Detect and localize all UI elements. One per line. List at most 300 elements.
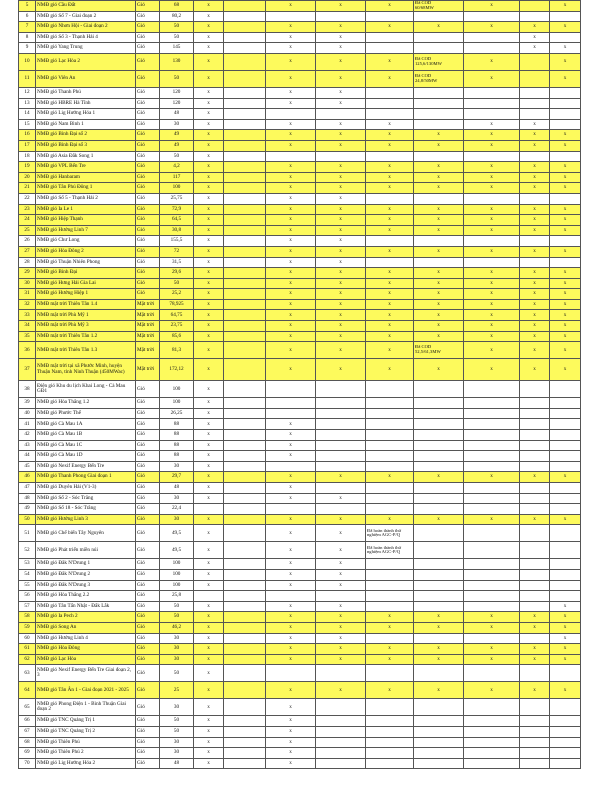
status-mark-cell: x (464, 310, 520, 321)
row-number-cell: 7 (19, 22, 36, 33)
status-mark-cell: x (194, 342, 224, 359)
status-mark-cell (550, 737, 581, 748)
status-mark-cell: x (266, 612, 316, 623)
status-mark-cell (414, 236, 464, 247)
status-mark-cell: x (414, 644, 464, 655)
status-mark-cell (550, 569, 581, 580)
plant-type-cell: Gió (136, 569, 160, 580)
table-row (19, 737, 581, 748)
status-mark-cell (520, 109, 550, 120)
status-mark-cell: x (366, 172, 414, 183)
capacity-cell: 88 (160, 451, 194, 462)
status-mark-cell: x (366, 140, 414, 151)
plant-type-cell: Gió (136, 451, 160, 462)
plant-type-cell: Gió (136, 289, 160, 300)
status-mark-cell: x (266, 172, 316, 183)
status-mark-cell (520, 461, 550, 472)
status-mark-cell (366, 11, 414, 22)
status-mark-cell (224, 726, 266, 737)
status-mark-cell (464, 193, 520, 204)
row-number-cell: 15 (19, 119, 36, 130)
status-mark-cell (414, 381, 464, 398)
row-number-cell: 30 (19, 278, 36, 289)
status-mark-cell (316, 591, 366, 602)
row-number-cell: 44 (19, 451, 36, 462)
row-number-cell: 18 (19, 151, 36, 162)
capacity-cell: 50 (160, 278, 194, 289)
status-mark-cell: x (266, 321, 316, 332)
status-mark-cell (224, 1, 266, 12)
capacity-cell: 31,5 (160, 257, 194, 268)
status-mark-cell (520, 748, 550, 759)
status-mark-cell (266, 109, 316, 120)
status-mark-cell: x (550, 633, 581, 644)
status-mark-cell: x (520, 321, 550, 332)
status-mark-cell (550, 580, 581, 591)
status-mark-cell: x (266, 493, 316, 504)
table-row (19, 359, 581, 381)
capacity-cell: 117 (160, 172, 194, 183)
status-mark-cell (316, 461, 366, 472)
capacity-cell: 50 (160, 716, 194, 727)
plant-type-cell: Mặt trời (136, 342, 160, 359)
status-mark-cell: x (194, 758, 224, 769)
capacity-cell: 50 (160, 726, 194, 737)
plant-name-cell: NMĐ gió Hòa Thắng 1.2 (36, 398, 136, 409)
status-mark-cell: x (266, 654, 316, 665)
status-mark-cell: x (194, 716, 224, 727)
capacity-cell: 25 (160, 682, 194, 699)
status-mark-cell (520, 580, 550, 591)
status-mark-cell: x (316, 331, 366, 342)
status-mark-cell (224, 342, 266, 359)
table-row (19, 43, 581, 54)
status-mark-cell (464, 504, 520, 515)
table-row (19, 11, 581, 22)
capacity-cell: 49,5 (160, 542, 194, 559)
status-mark-cell: x (194, 109, 224, 120)
plant-name-cell: NMĐ gió TNC Quảng Trị 1 (36, 716, 136, 727)
status-mark-cell: x (414, 204, 464, 215)
plant-name-cell: NMĐ gió Lig Hướng Hóa 1 (36, 109, 136, 120)
status-mark-cell (224, 299, 266, 310)
capacity-cell: 23,75 (160, 321, 194, 332)
plant-type-cell: Gió (136, 716, 160, 727)
plant-name-cell: NMĐ mặt trời Phù Mỹ 1 (36, 310, 136, 321)
plant-type-cell: Gió (136, 398, 160, 409)
capacity-cell: 100 (160, 559, 194, 570)
table-row (19, 109, 581, 120)
plant-name-cell: NMĐ gió Hòa Đông 2 (36, 246, 136, 257)
status-mark-cell: x (520, 342, 550, 359)
status-mark-cell: x (316, 172, 366, 183)
capacity-cell: 88 (160, 440, 194, 451)
status-mark-cell: x (194, 88, 224, 99)
capacity-cell: 25,8 (160, 591, 194, 602)
status-mark-cell: x (366, 278, 414, 289)
plant-name-cell: NMĐ gió Hưng Hải Gia Lai (36, 278, 136, 289)
status-mark-cell (366, 737, 414, 748)
status-mark-cell: x (266, 359, 316, 381)
status-note-cell: Đã COD 24,8/50MW (414, 71, 464, 88)
status-mark-cell (550, 748, 581, 759)
status-mark-cell: x (266, 236, 316, 247)
status-mark-cell: x (266, 440, 316, 451)
status-mark-cell (550, 109, 581, 120)
status-mark-cell (316, 699, 366, 716)
capacity-cell: 48 (160, 109, 194, 120)
plant-name-cell: NMĐ mặt trời Phù Mỹ 3 (36, 321, 136, 332)
plant-type-cell: Gió (136, 130, 160, 141)
status-mark-cell (414, 504, 464, 515)
status-mark-cell: x (550, 268, 581, 279)
status-mark-cell (224, 461, 266, 472)
status-mark-cell (520, 193, 550, 204)
status-mark-cell (224, 289, 266, 300)
status-mark-cell: x (194, 398, 224, 409)
status-mark-cell: x (194, 98, 224, 109)
status-mark-cell (520, 451, 550, 462)
status-mark-cell: x (194, 483, 224, 494)
row-number-cell: 69 (19, 748, 36, 759)
status-mark-cell (366, 98, 414, 109)
status-mark-cell (550, 461, 581, 472)
status-mark-cell: x (266, 257, 316, 268)
status-mark-cell (414, 716, 464, 727)
status-mark-cell (550, 398, 581, 409)
status-mark-cell (464, 633, 520, 644)
plant-type-cell: Gió (136, 472, 160, 483)
table-row (19, 140, 581, 151)
capacity-cell: 100 (160, 183, 194, 194)
status-mark-cell (414, 257, 464, 268)
status-mark-cell (224, 204, 266, 215)
row-number-cell: 62 (19, 654, 36, 665)
row-number-cell: 68 (19, 737, 36, 748)
status-mark-cell (464, 559, 520, 570)
status-mark-cell: x (366, 359, 414, 381)
status-mark-cell (366, 665, 414, 682)
status-mark-cell: x (366, 215, 414, 226)
status-mark-cell: x (366, 654, 414, 665)
status-mark-cell: x (266, 130, 316, 141)
status-mark-cell: x (414, 682, 464, 699)
status-mark-cell: x (464, 172, 520, 183)
row-number-cell: 39 (19, 398, 36, 409)
table-row (19, 559, 581, 570)
status-mark-cell: x (316, 193, 366, 204)
row-number-cell: 22 (19, 193, 36, 204)
status-mark-cell (464, 569, 520, 580)
status-mark-cell: x (266, 699, 316, 716)
capacity-cell: 46,2 (160, 622, 194, 633)
status-mark-cell (414, 580, 464, 591)
status-mark-cell (520, 151, 550, 162)
row-number-cell: 55 (19, 580, 36, 591)
capacity-cell: 49 (160, 130, 194, 141)
plant-type-cell: Gió (136, 98, 160, 109)
status-mark-cell: x (316, 268, 366, 279)
plant-name-cell: NMĐ gió Lig Hướng Hóa 2 (36, 758, 136, 769)
status-mark-cell: x (414, 183, 464, 194)
status-mark-cell (550, 430, 581, 441)
status-mark-cell: x (194, 193, 224, 204)
status-mark-cell: x (550, 54, 581, 71)
status-mark-cell (550, 193, 581, 204)
status-mark-cell (550, 504, 581, 515)
row-number-cell: 5 (19, 1, 36, 12)
status-mark-cell (550, 11, 581, 22)
status-mark-cell: x (520, 204, 550, 215)
table-body (19, 1, 581, 769)
status-mark-cell: x (266, 430, 316, 441)
status-mark-cell (520, 1, 550, 12)
status-mark-cell (520, 257, 550, 268)
row-number-cell: 54 (19, 569, 36, 580)
row-number-cell: 14 (19, 109, 36, 120)
plant-name-cell: NMĐ gió Tân Phú Đông 1 (36, 183, 136, 194)
plant-name-cell: NMĐ gió Số 5 - Thạnh Hải 2 (36, 193, 136, 204)
status-mark-cell: x (464, 289, 520, 300)
plant-type-cell: Gió (136, 1, 160, 12)
status-mark-cell (224, 215, 266, 226)
capacity-cell: 130 (160, 54, 194, 71)
status-mark-cell: x (550, 299, 581, 310)
status-mark-cell (224, 601, 266, 612)
plant-type-cell: Gió (136, 236, 160, 247)
status-mark-cell: x (550, 612, 581, 623)
plant-type-cell: Gió (136, 88, 160, 99)
plant-type-cell: Gió (136, 591, 160, 602)
capacity-cell: 72,9 (160, 204, 194, 215)
status-mark-cell (464, 591, 520, 602)
table-row (19, 98, 581, 109)
status-mark-cell (520, 483, 550, 494)
plant-name-cell: NMĐ gió Hòa Thắng 2.2 (36, 591, 136, 602)
table-row (19, 71, 581, 88)
status-mark-cell (224, 246, 266, 257)
status-mark-cell (414, 430, 464, 441)
status-mark-cell (464, 257, 520, 268)
status-mark-cell: x (414, 622, 464, 633)
status-mark-cell: x (266, 1, 316, 12)
status-mark-cell (414, 88, 464, 99)
status-mark-cell: x (194, 472, 224, 483)
status-mark-cell: x (464, 321, 520, 332)
status-mark-cell: x (366, 130, 414, 141)
status-mark-cell: x (520, 183, 550, 194)
status-mark-cell: x (266, 331, 316, 342)
status-mark-cell (550, 493, 581, 504)
plant-type-cell: Gió (136, 644, 160, 655)
plant-name-cell: NMĐ gió Nexif Energy Bến Tre (36, 461, 136, 472)
status-mark-cell (224, 622, 266, 633)
status-mark-cell: x (266, 98, 316, 109)
status-mark-cell: x (520, 331, 550, 342)
status-mark-cell (520, 88, 550, 99)
table-row (19, 654, 581, 665)
capacity-cell: 30 (160, 633, 194, 644)
status-mark-cell (520, 525, 550, 542)
status-mark-cell (366, 419, 414, 430)
status-mark-cell: x (366, 472, 414, 483)
status-mark-cell (366, 559, 414, 570)
status-mark-cell: x (266, 342, 316, 359)
status-mark-cell: x (266, 162, 316, 173)
plant-name-cell: NMĐ gió Đăk N'Drung 3 (36, 580, 136, 591)
capacity-cell: 120 (160, 88, 194, 99)
status-mark-cell (520, 665, 550, 682)
status-mark-cell: x (366, 119, 414, 130)
capacity-cell: 78,925 (160, 299, 194, 310)
status-mark-cell (464, 109, 520, 120)
plant-name-cell: NMĐ gió Lạc Hòa 2 (36, 54, 136, 71)
status-mark-cell: x (520, 225, 550, 236)
plant-type-cell: Gió (136, 225, 160, 236)
plant-type-cell: Gió (136, 748, 160, 759)
status-mark-cell (464, 726, 520, 737)
row-number-cell: 58 (19, 612, 36, 623)
status-mark-cell: x (366, 612, 414, 623)
capacity-cell: 50 (160, 601, 194, 612)
status-mark-cell (414, 109, 464, 120)
row-number-cell: 41 (19, 419, 36, 430)
row-number-cell: 48 (19, 493, 36, 504)
status-mark-cell (550, 483, 581, 494)
plant-name-cell: NMĐ gió Thanh Phong Giai đoạn 1 (36, 472, 136, 483)
table-row (19, 580, 581, 591)
row-number-cell: 10 (19, 54, 36, 71)
status-mark-cell (366, 257, 414, 268)
status-mark-cell: x (316, 580, 366, 591)
status-mark-cell (550, 716, 581, 727)
capacity-cell: 48 (160, 483, 194, 494)
plant-type-cell: Gió (136, 601, 160, 612)
status-mark-cell (520, 633, 550, 644)
status-mark-cell: x (414, 278, 464, 289)
status-mark-cell: x (520, 43, 550, 54)
row-number-cell: 52 (19, 542, 36, 559)
status-mark-cell: x (194, 289, 224, 300)
plant-type-cell: Mặt trời (136, 359, 160, 381)
status-mark-cell: x (194, 22, 224, 33)
plant-name-cell: NMĐ gió Đăk N'Drung 2 (36, 569, 136, 580)
status-mark-cell (366, 504, 414, 515)
status-mark-cell: x (550, 644, 581, 655)
status-mark-cell (520, 398, 550, 409)
status-mark-cell: x (316, 289, 366, 300)
capacity-cell: 25,2 (160, 289, 194, 300)
status-mark-cell: x (316, 644, 366, 655)
status-mark-cell: x (464, 119, 520, 130)
plant-type-cell: Gió (136, 278, 160, 289)
status-mark-cell: x (194, 633, 224, 644)
row-number-cell: 36 (19, 342, 36, 359)
status-mark-cell: x (266, 140, 316, 151)
status-mark-cell: x (316, 654, 366, 665)
status-mark-cell: x (194, 408, 224, 419)
status-mark-cell (550, 408, 581, 419)
status-mark-cell (316, 726, 366, 737)
row-number-cell: 37 (19, 359, 36, 381)
status-mark-cell (224, 359, 266, 381)
status-mark-cell: x (520, 310, 550, 321)
row-number-cell: 40 (19, 408, 36, 419)
status-mark-cell (366, 430, 414, 441)
status-mark-cell: x (550, 140, 581, 151)
row-number-cell: 29 (19, 268, 36, 279)
status-mark-cell (464, 580, 520, 591)
capacity-cell: 30 (160, 737, 194, 748)
status-note-cell: Đã COD 60/68MW (414, 1, 464, 12)
status-mark-cell (414, 525, 464, 542)
status-mark-cell: x (550, 22, 581, 33)
plant-name-cell: NMĐ gió Hướng Linh 7 (36, 225, 136, 236)
status-mark-cell: x (366, 310, 414, 321)
row-number-cell: 50 (19, 514, 36, 525)
table-row (19, 236, 581, 247)
status-mark-cell (550, 119, 581, 130)
table-row (19, 542, 581, 559)
status-mark-cell (520, 440, 550, 451)
status-mark-cell (520, 504, 550, 515)
status-mark-cell: x (194, 172, 224, 183)
status-mark-cell: x (414, 172, 464, 183)
capacity-cell: 85,6 (160, 331, 194, 342)
status-mark-cell: x (194, 119, 224, 130)
status-mark-cell: x (266, 71, 316, 88)
plant-type-cell: Gió (136, 109, 160, 120)
status-mark-cell: x (194, 699, 224, 716)
status-mark-cell (520, 11, 550, 22)
status-mark-cell: x (520, 119, 550, 130)
plant-name-cell: NMĐ gió Số 2 - Sóc Trăng (36, 493, 136, 504)
status-mark-cell (224, 559, 266, 570)
table-row (19, 504, 581, 515)
status-mark-cell (366, 398, 414, 409)
status-mark-cell: x (194, 183, 224, 194)
capacity-cell: 25,75 (160, 193, 194, 204)
status-mark-cell: x (316, 246, 366, 257)
status-mark-cell: x (550, 246, 581, 257)
status-mark-cell: x (464, 514, 520, 525)
status-mark-cell: x (194, 601, 224, 612)
status-mark-cell (550, 257, 581, 268)
plant-type-cell: Mặt trời (136, 299, 160, 310)
table-row (19, 151, 581, 162)
plant-type-cell: Gió (136, 408, 160, 419)
plant-type-cell: Mặt trời (136, 321, 160, 332)
status-mark-cell: x (194, 580, 224, 591)
status-mark-cell (464, 381, 520, 398)
plant-name-cell: NMĐ gió Duyên Hải (V1-3) (36, 483, 136, 494)
table-row (19, 215, 581, 226)
status-mark-cell: x (316, 493, 366, 504)
status-mark-cell (464, 493, 520, 504)
status-mark-cell (464, 758, 520, 769)
status-mark-cell (414, 119, 464, 130)
table-row (19, 461, 581, 472)
status-mark-cell: x (266, 716, 316, 727)
status-mark-cell (366, 493, 414, 504)
status-mark-cell: x (266, 472, 316, 483)
status-mark-cell (224, 591, 266, 602)
status-mark-cell: x (520, 162, 550, 173)
plant-type-cell: Gió (136, 32, 160, 43)
status-mark-cell (224, 612, 266, 623)
plant-name-cell: NMĐ gió Bình Đại số 3 (36, 140, 136, 151)
status-mark-cell (224, 98, 266, 109)
